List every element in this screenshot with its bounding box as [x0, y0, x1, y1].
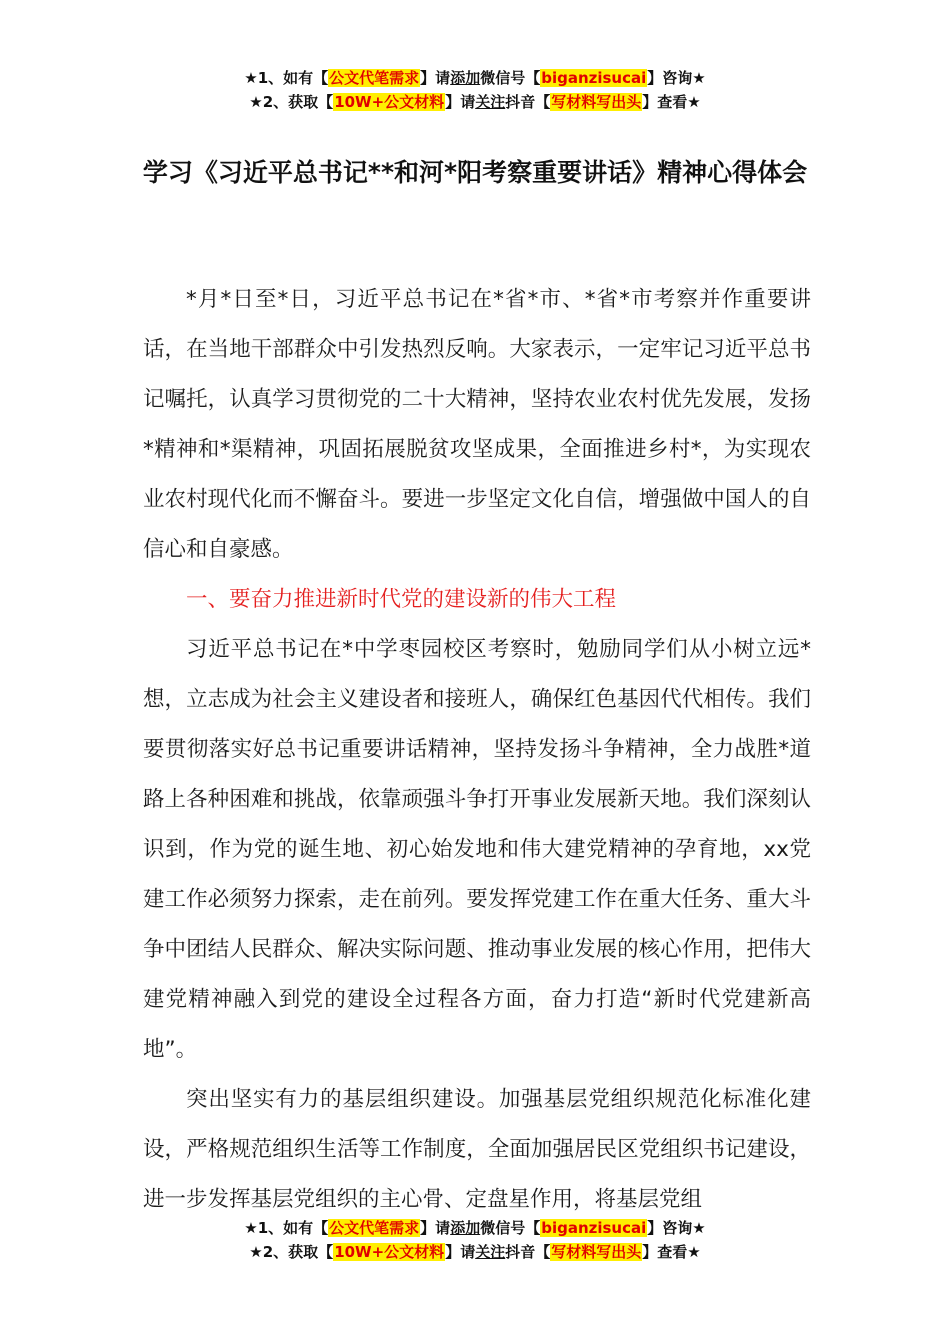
section-heading: 一、要奋力推进新时代党的建设新的伟大工程	[186, 587, 617, 612]
document-body	[143, 275, 811, 1225]
footer-banner	[0, 1216, 950, 1264]
header-line2-prefix: ★2、获取【	[249, 93, 334, 111]
header-line1-underlined: 添加	[450, 69, 481, 87]
footer-banner-line-1	[0, 1216, 950, 1240]
footer-line2-underlined: 关注	[475, 1243, 506, 1261]
section-paragraph: 习近平总书记在*中学枣园校区考察时，勉励同学们从小树立远*想，立志成为社会主义建设者和接班人，确保红色基因代代相传。我们要贯彻落实好总书记重要讲话精神，坚持发扬斗争精神，全力战胜*道路上各种困难和挑战，依靠顽强斗争打开事业发展新天地。我们深刻认识到，作为党的诞生地、初心始发地和伟大建党精神的孕育地，xx党建工作必须努力探索，走在前列。要发挥党建工作在重大任务、重大斗争中团结人民群众、解决实际问题、推动事业发展的核心作用，把伟大建党精神融入到党的建设全过程各方面，奋力打造“新时代党建新高地”。	[143, 637, 811, 1062]
header-banner-line-2	[0, 90, 950, 114]
header-line1-mid2: 微信号【	[480, 69, 541, 87]
footer-line1-suffix: 】咨询★	[647, 1219, 706, 1237]
header-line2-mid: 】请	[445, 93, 476, 111]
header-banner-line-1	[0, 66, 950, 90]
footer-line2-highlight-materials: 10W+公文材料	[334, 1243, 445, 1261]
footer-line2-suffix: 】查看★	[642, 1243, 701, 1261]
header-line2-suffix: 】查看★	[642, 93, 701, 111]
footer-line2-highlight-douyin: 写材料写出头	[551, 1243, 642, 1261]
header-line1-highlight-wechat: biganzisucai	[541, 69, 647, 87]
footer-line2-mid2: 抖音【	[505, 1243, 551, 1261]
footer-line1-underlined: 添加	[450, 1219, 481, 1237]
header-line1-highlight-service: 公文代笔需求	[329, 69, 420, 87]
footer-line1-mid2: 微信号【	[480, 1219, 541, 1237]
footer-line1-highlight-service: 公文代笔需求	[329, 1219, 420, 1237]
header-line2-highlight-materials: 10W+公文材料	[334, 93, 445, 111]
footer-line1-mid: 】请	[420, 1219, 451, 1237]
footer-line1-highlight-wechat: biganzisucai	[541, 1219, 647, 1237]
header-line2-underlined: 关注	[475, 93, 506, 111]
footer-banner-line-2	[0, 1240, 950, 1264]
header-line2-highlight-douyin: 写材料写出头	[551, 93, 642, 111]
header-line2-mid2: 抖音【	[505, 93, 551, 111]
header-banner	[0, 66, 950, 114]
document-title: 学习《习近平总书记**和河*阳考察重要讲话》精神心得体会	[142, 158, 808, 187]
footer-line2-mid: 】请	[445, 1243, 476, 1261]
footer-line2-prefix: ★2、获取【	[249, 1243, 334, 1261]
section-paragraph: 突出坚实有力的基层组织建设。加强基层党组织规范化标准化建设，严格规范组织生活等工作制度，全面加强居民区党组织书记建设，进一步发挥基层党组织的主心骨、定盘星作用，将基层党组	[143, 1087, 811, 1212]
header-line1-prefix: ★1、如有【	[244, 69, 329, 87]
header-line1-mid: 】请	[420, 69, 451, 87]
footer-line1-prefix: ★1、如有【	[244, 1219, 329, 1237]
header-line1-suffix: 】咨询★	[647, 69, 706, 87]
intro-paragraph: *月*日至*日，习近平总书记在*省*市、*省*市考察并作重要讲话，在当地干部群众中引发热烈反响。大家表示，一定牢记习近平总书记嘱托，认真学习贯彻党的二十大精神，坚持农业农村优先发展，发扬*精神和*渠精神，巩固拓展脱贫攻坚成果，全面推进乡村*，为实现农业农村现代化而不懈奋斗。要进一步坚定文化自信，增强做中国人的自信心和自豪感。	[143, 287, 811, 562]
